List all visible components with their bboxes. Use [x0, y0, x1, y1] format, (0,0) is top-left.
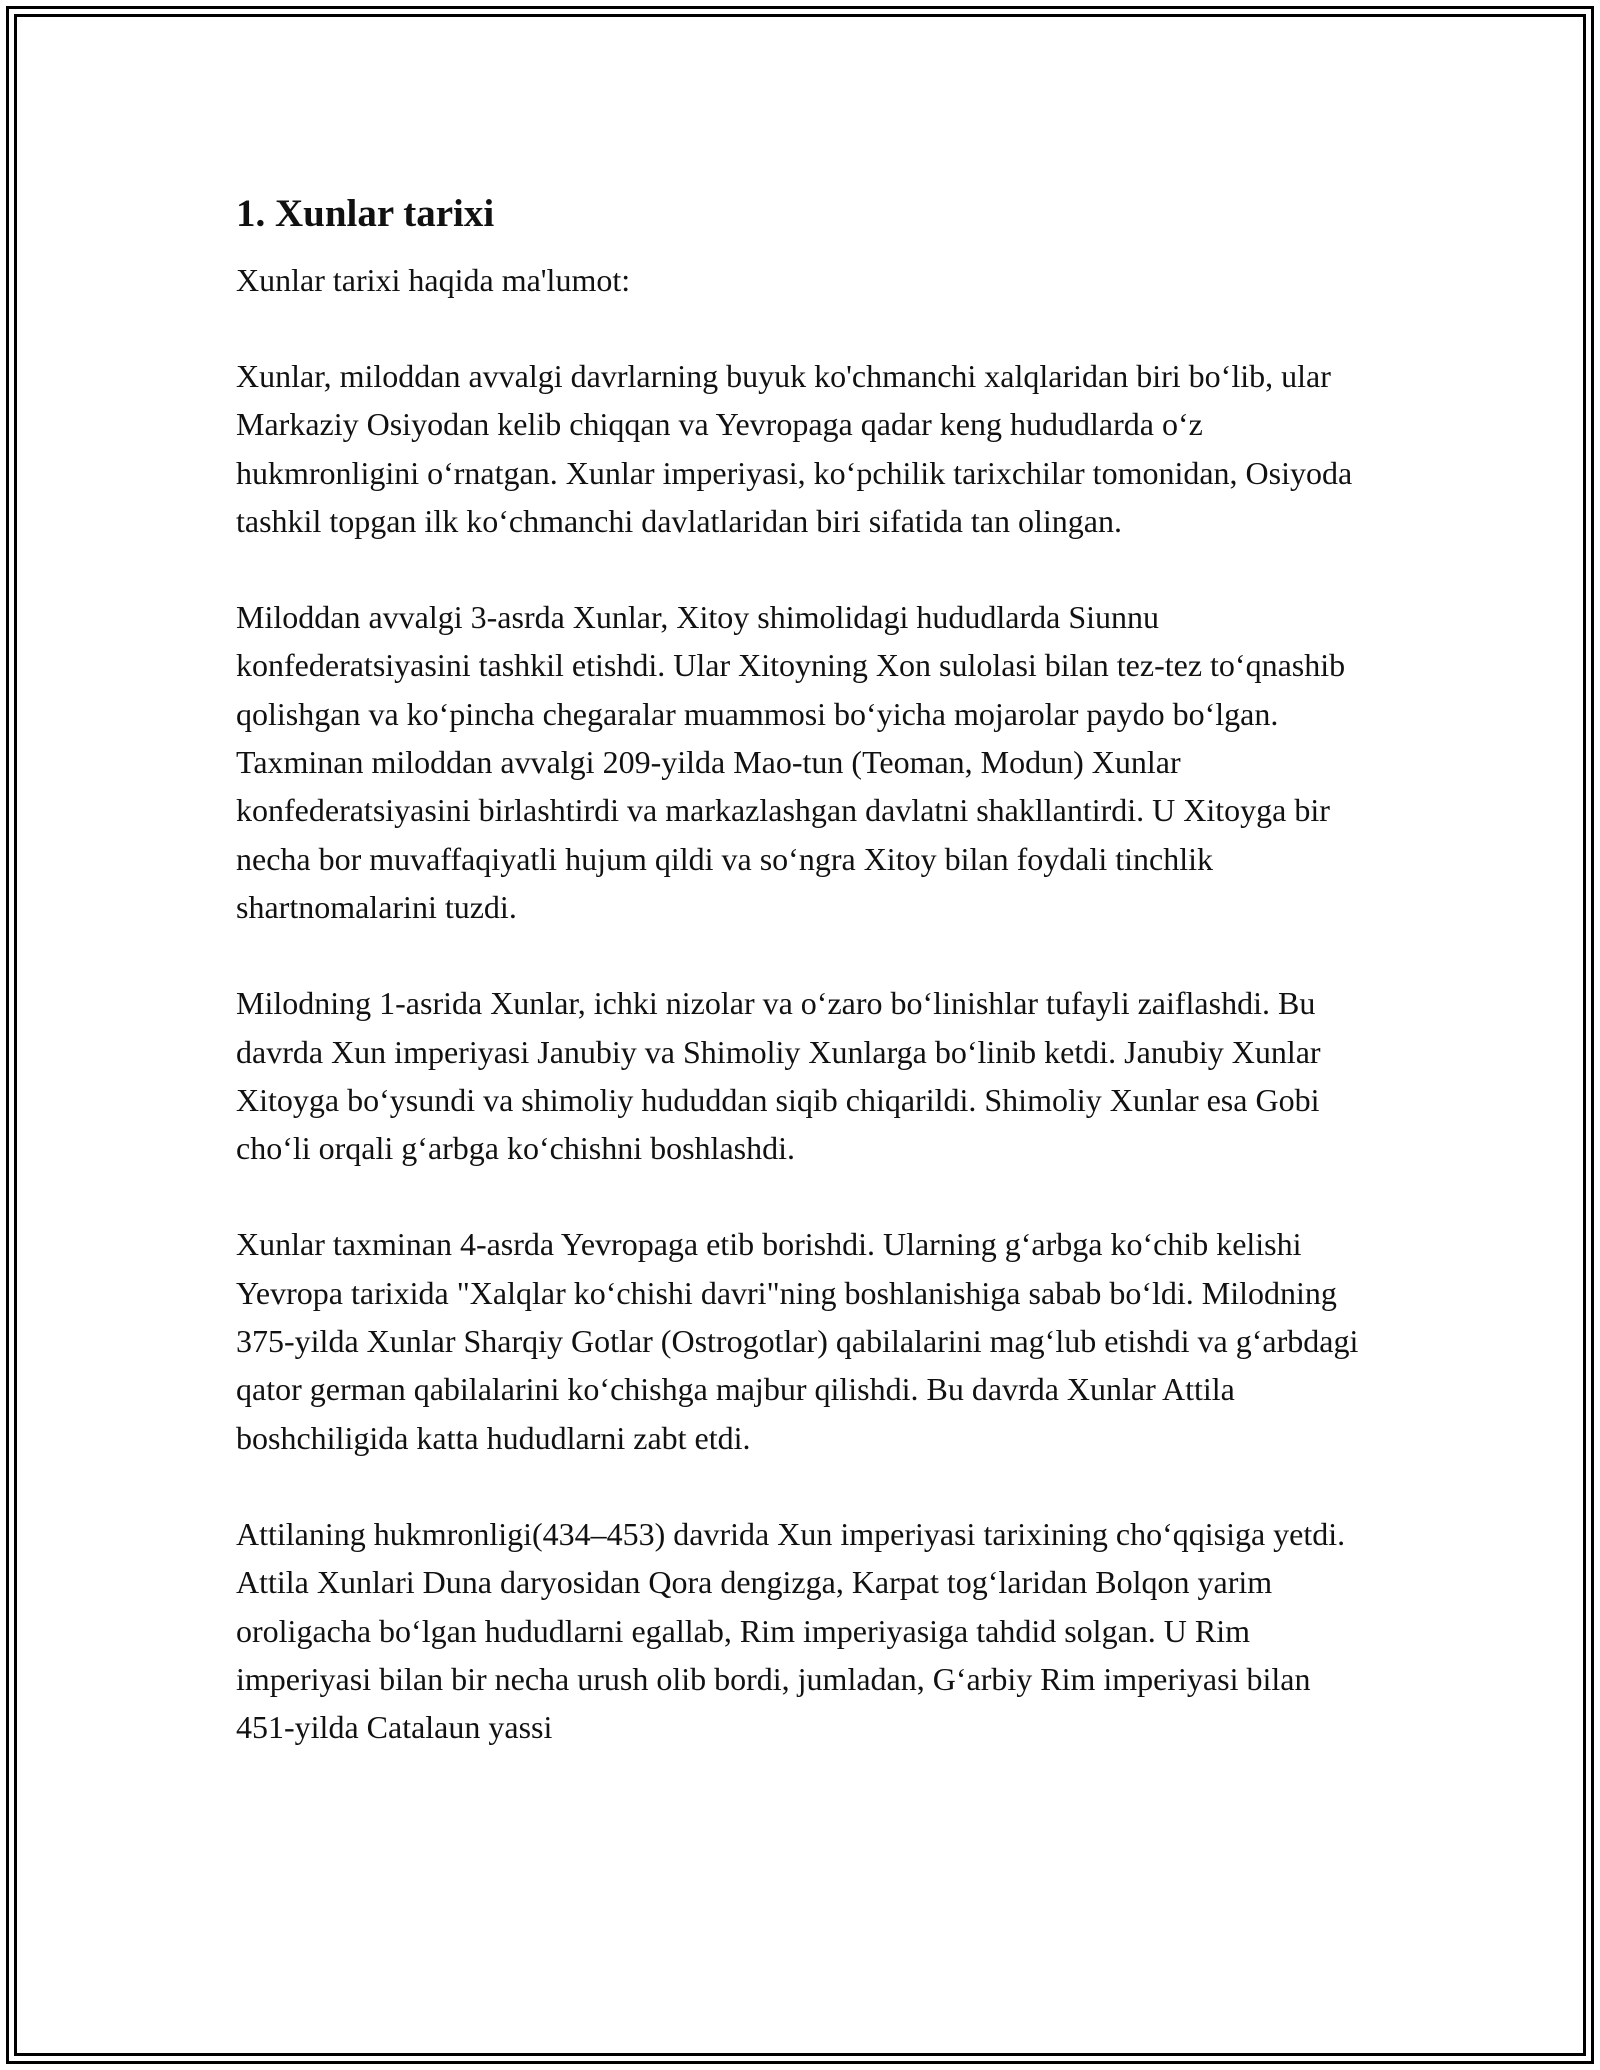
- paragraph-origins: Xunlar, miloddan avvalgi davrlarning buyuk ko'chmanchi xalqlaridan biri bo‘lib, ular Markaziy Osiyodan kelib chiqqan va Yevropaga qadar keng hududlarda o‘z hukmronligini o‘rnatgan. Xunlar imperiyasi, ko‘pchilik tarixchilar tomonidan, Osiyoda tashkil topgan ilk ko‘chmanchi davlatlaridan biri sifatida tan olingan.: [236, 358, 1353, 539]
- paragraph-attila: Attilaning hukmronligi(434–453) davrida Xun imperiyasi tarixining cho‘qqisiga yetdi. Attila Xunlari Duna daryosidan Qora dengizga, Karpat tog‘laridan Bolqon yarim oroligacha bo‘lgan hududlarni egallab, Rim imperiyasiga tahdid solgan. U Rim imperiyasi bilan bir necha urush olib bordi, jumladan, G‘arbiy Rim imperiyasi bilan 451-yilda Catalaun yassi: [236, 1515, 1346, 1746]
- document-body: [236, 186, 1376, 1751]
- paragraph-europe-arrival: Xunlar taxminan 4-asrda Yevropaga etib borishdi. Ularning g‘arbga ko‘chib kelishi Yevropa tarixida "Xalqlar ko‘chishi davri"ning boshlanishiga sabab bo‘ldi. Milodning 375-yilda Xunlar Sharqiy Gotlar (Ostrogotlar) qabilalarini mag‘lub etishdi va g‘arbdagi qator german qabilalarini ko‘chishga majbur qilishdi. Bu davrda Xunlar Attila boshchiligida katta hududlarni zabt etdi.: [236, 1226, 1359, 1456]
- paragraph-xiongnu-confederation: Miloddan avvalgi 3-asrda Xunlar, Xitoy shimolidagi hududlarda Siunnu konfederatsiyasini tashkil etishdi. Ular Xitoyning Xon sulolasi bilan tez-tez to‘qnashib qolishgan va ko‘pincha chegaralar muammosi bo‘yicha mojarolar paydo bo‘lgan. Taxminan miloddan avvalgi 209-yilda Mao-tun (Teoman, Modun) Xunlar konfederatsiyasini birlashtirdi va markazlashgan davlatni shakllantirdi. U Xitoyga bir necha bor muvaffaqiyatli hujum qildi va so‘ngra Xitoy bilan foydali tinchlik shartnomalarini tuzdi.: [236, 599, 1346, 925]
- section-heading: 1. Xunlar tarixi: [236, 192, 495, 235]
- paragraph-split: Milodning 1-asrida Xunlar, ichki nizolar va o‘zaro bo‘linishlar tufayli zaiflashdi. Bu davrda Xun imperiyasi Janubiy va Shimoliy Xunlarga bo‘linib ketdi. Janubiy Xunlar Xitoyga bo‘ysundi va shimoliy hududdan siqib chiqarildi. Shimoliy Xunlar esa Gobi cho‘li orqali g‘arbga ko‘chishni boshlashdi.: [236, 985, 1321, 1167]
- intro-line: Xunlar tarixi haqida ma'lumot:: [236, 262, 631, 298]
